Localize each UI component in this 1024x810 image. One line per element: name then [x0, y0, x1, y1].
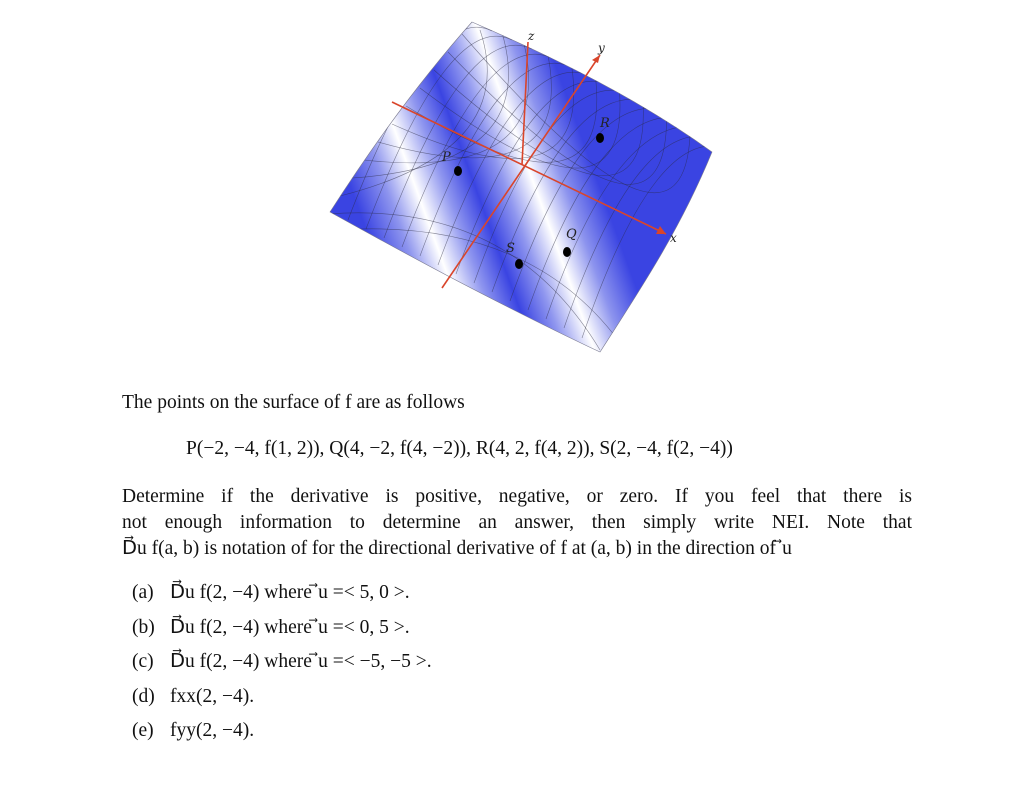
part-b	[132, 615, 832, 650]
y-axis-arrow	[592, 55, 600, 63]
part-b-text: D⃗u f(2, −4) where ⃗u =< 0, 5 >.	[170, 616, 410, 638]
points-list: P(−2, −4, f(1, 2)), Q(4, −2, f(4, −2)), R(4, 2, f(4, 2)), S(2, −4, f(2, −4))	[186, 438, 733, 459]
z-axis-label: z	[528, 29, 535, 43]
intro-text: The points on the surface of f are as follows	[122, 392, 465, 413]
part-c-text: D⃗u f(2, −4) where ⃗u =< −5, −5 >.	[170, 651, 432, 672]
part-d	[132, 684, 832, 719]
part-c	[132, 649, 832, 684]
part-e-text: fyy(2, −4).	[170, 720, 255, 741]
part-e-label: (e)	[132, 720, 154, 741]
surface-plot	[300, 0, 720, 370]
point-R-label: R	[600, 116, 610, 131]
part-c-label: (c)	[132, 651, 154, 672]
part-e	[132, 718, 832, 753]
part-a-text: D⃗u f(2, −4) where ⃗u =< 5, 0 >.	[170, 582, 410, 603]
instructions-line-1: Determine if the derivative is positive, negative, or zero. If you feel that there is	[122, 486, 912, 507]
part-a	[132, 580, 832, 615]
surface	[330, 22, 712, 352]
instructions-line-2: not enough information to determine an answer, then simply write NEI. Note that	[122, 512, 912, 533]
part-d-label: (d)	[132, 685, 155, 707]
x-axis-label: x	[670, 231, 677, 245]
point-P-label: P	[442, 150, 451, 165]
instructions	[122, 484, 912, 562]
instructions-line-3: D⃗u f(a, b) is notation of for the directional derivative of f at (a, b) in the direction of ⃗u	[122, 538, 792, 559]
point-Q-label: Q	[566, 227, 577, 242]
part-a-label: (a)	[132, 582, 154, 603]
y-axis-label: y	[598, 41, 605, 55]
part-b-label: (b)	[132, 616, 155, 638]
question-parts	[132, 580, 832, 753]
part-d-text: fxx(2, −4).	[170, 685, 255, 707]
point-S-label: S	[506, 241, 515, 256]
